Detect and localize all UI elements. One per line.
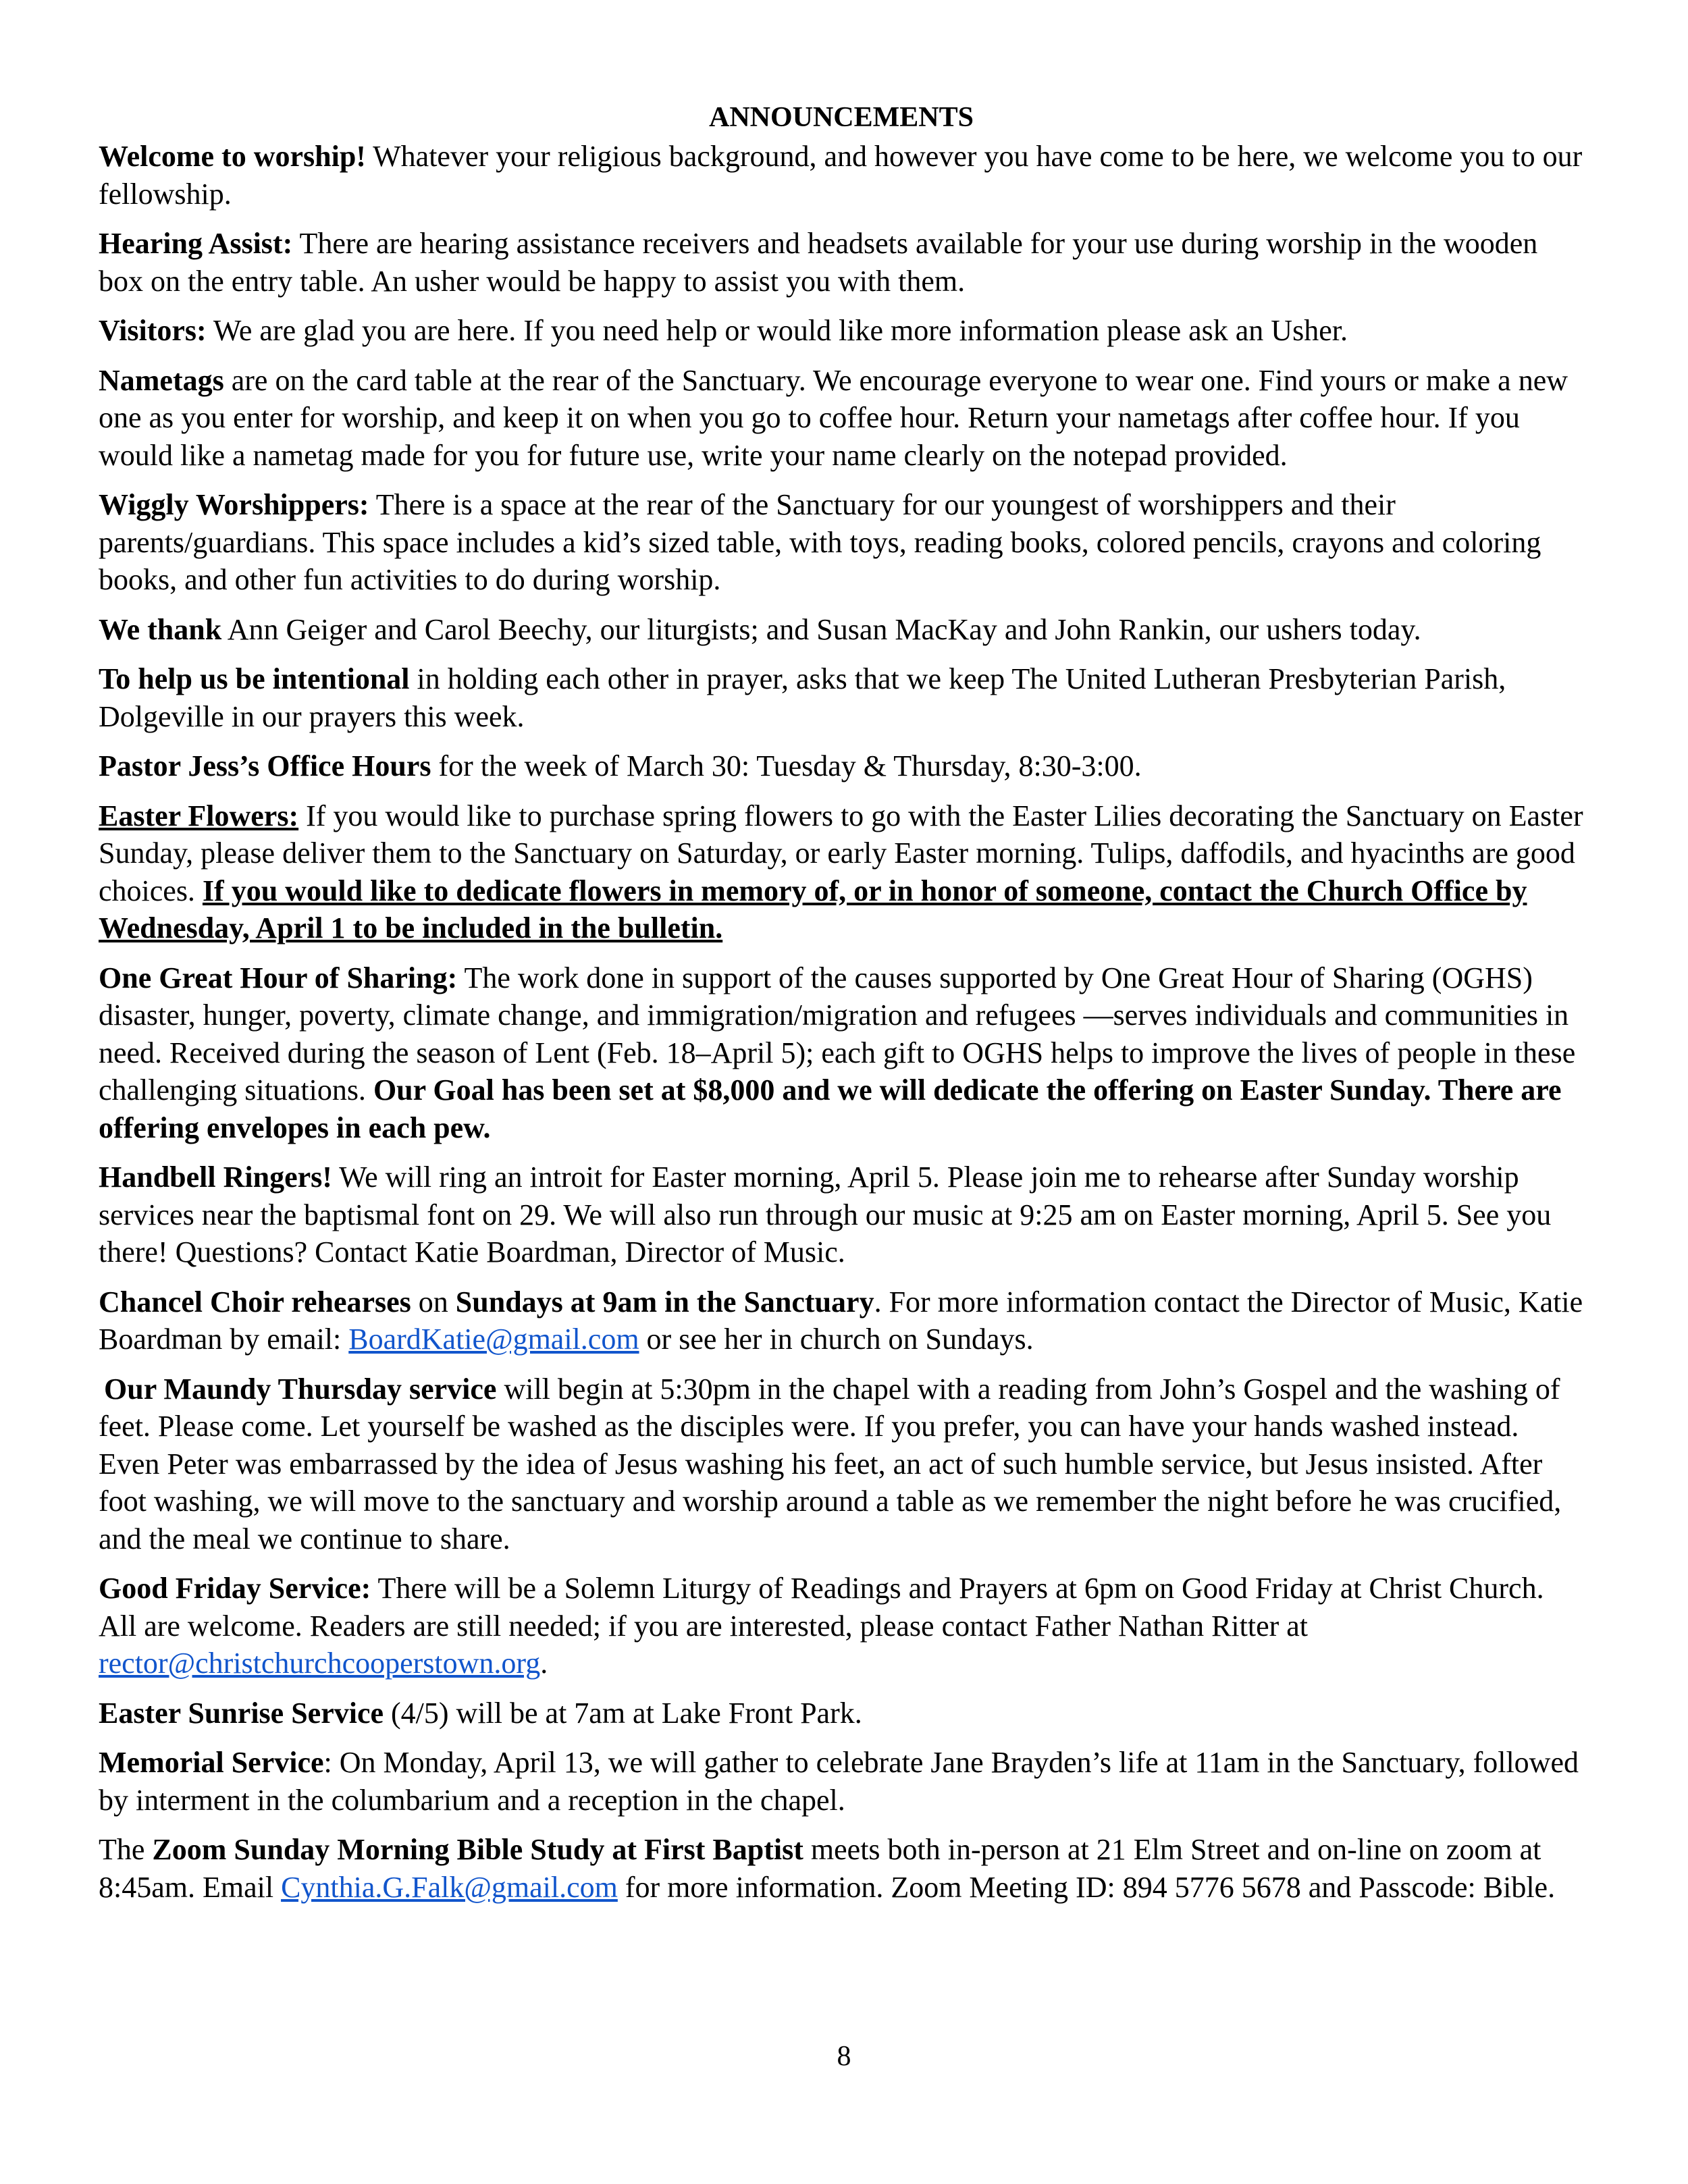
oghs-emphasis: Our Goal has been set at $8,000 and we will dedicate the offering on Easter Sunday. There are offering envelopes in each pew.	[99, 1073, 1562, 1144]
choir-email-link[interactable]: BoardKatie@gmail.com	[348, 1323, 639, 1356]
welcome-lead: Welcome to worship!	[99, 140, 366, 173]
maundy-lead: Our Maundy Thursday service	[104, 1372, 497, 1406]
maundy-thursday-paragraph	[99, 1370, 1584, 1558]
choir-tail: or see her in church on Sundays.	[639, 1323, 1034, 1356]
sunrise-text: (4/5) will be at 7am at Lake Front Park.	[384, 1696, 862, 1730]
hearing-assist-paragraph	[99, 225, 1584, 300]
welcome-paragraph	[99, 138, 1584, 213]
good-friday-lead: Good Friday Service:	[99, 1572, 371, 1605]
oghs-lead: One Great Hour of Sharing:	[99, 961, 458, 994]
thanks-text: Ann Geiger and Carol Beechy, our liturgists; and Susan MacKay and John Rankin, our ushers today.	[221, 612, 1421, 646]
page-number: 8	[837, 2041, 851, 2072]
office-hours-lead: Pastor Jess’s Office Hours	[99, 749, 431, 782]
wiggly-text: There is a space at the rear of the Sanctuary for our youngest of worshippers and their parents/guardians. This space includes a kid’s sized table, with toys, reading books, colored pencils, crayons and coloring books, and other fun activities to do during worship.	[99, 488, 1541, 596]
nametags-text: are on the card table at the rear of the Sanctuary. We encourage everyone to wear one. Find yours or make a new one as you enter for worship, and keep it on when you go to coffee hour. Return your nametags after coffee hour. If you would like a nametag made for you for future use, write your name clearly on the notepad provided.	[99, 363, 1568, 472]
easter-flowers-lead: Easter Flowers:	[99, 799, 299, 832]
handbell-lead: Handbell Ringers!	[99, 1161, 332, 1194]
bible-study-tail: for more information. Zoom Meeting ID: 894 5776 5678 and Passcode: Bible.	[617, 1870, 1556, 1904]
bible-study-email-link[interactable]: Cynthia.G.Falk@gmail.com	[281, 1870, 618, 1904]
easter-sunrise-paragraph	[99, 1695, 1584, 1732]
wiggly-lead: Wiggly Worshippers:	[99, 488, 369, 521]
visitors-lead: Visitors:	[99, 314, 207, 347]
easter-flowers-text: If you would like to purchase spring flowers to go with the Easter Lilies decorating the Sanctuary on Easter Sunday, please deliver them to the Sanctuary on Saturday, or early Easter morning. Tulips, daffodils, and hyacinths are good choices.	[99, 799, 1583, 907]
nametags-lead: Nametags	[99, 363, 224, 397]
maundy-text: will begin at 5:30pm in the chapel with a reading from John’s Gospel and the washing of feet. Please come. Let yourself be washed as the disciples were. If you prefer, you can have your hands washed instead. Even Peter was embarrassed by the idea of Jesus washing his feet, an act of such humble service, but Jesus insisted. After foot washing, we will move to the sanctuary and worship around a table as we remember the night before he was crucified, and the meal we continue to share.	[99, 1372, 1562, 1555]
handbell-paragraph	[99, 1158, 1584, 1271]
visitors-text: We are glad you are here. If you need help or would like more information please ask an Usher.	[206, 314, 1348, 347]
intentional-prayer-paragraph	[99, 660, 1584, 735]
welcome-text: Whatever your religious background, and however you have come to be here, we welcome you to our fellowship.	[99, 140, 1583, 211]
page-title: ANNOUNCEMENTS	[708, 102, 974, 133]
good-friday-text: There will be a Solemn Liturgy of Readings and Prayers at 6pm on Good Friday at Christ Church. All are welcome. Readers are still needed; if you are interested, please contact Father Nathan Ritter at	[99, 1572, 1544, 1643]
rector-email-link[interactable]: rector@christchurchcooperstown.org	[99, 1647, 541, 1680]
intentional-lead: To help us be intentional	[99, 662, 410, 695]
sunrise-lead: Easter Sunrise Service	[99, 1696, 384, 1730]
choir-mid2: . For more information contact the Director of Music, Katie Boardman by email:	[99, 1285, 1583, 1356]
choir-when: Sundays at 9am in the Sanctuary	[455, 1285, 874, 1319]
bible-study-pre: The	[99, 1833, 153, 1866]
memorial-service-paragraph	[99, 1744, 1584, 1819]
easter-flowers-paragraph	[99, 797, 1584, 947]
hearing-lead: Hearing Assist:	[99, 227, 293, 260]
oghs-paragraph	[99, 959, 1584, 1147]
handbell-text: We will ring an introit for Easter morning, April 5. Please join me to rehearse after Sunday worship services near the baptismal font on 29. We will also run through our music at 9:25 am on Easter morning, April 5. See you there! Questions? Contact Katie Boardman, Director of Music.	[99, 1161, 1552, 1269]
wiggly-worshippers-paragraph	[99, 486, 1584, 599]
office-hours-text: for the week of March 30: Tuesday & Thursday, 8:30-3:00.	[431, 749, 1142, 782]
hearing-text: There are hearing assistance receivers and headsets available for your use during worship in the wooden box on the entry table. An usher would be happy to assist you with them.	[99, 227, 1538, 298]
chancel-choir-paragraph	[99, 1283, 1584, 1358]
nametags-paragraph	[99, 362, 1584, 475]
good-friday-tail: .	[540, 1647, 548, 1680]
choir-lead: Chancel Choir rehearses	[99, 1285, 411, 1319]
bible-study-text: meets both in-person at 21 Elm Street and on-line on zoom at 8:45am. Email	[99, 1833, 1541, 1904]
visitors-paragraph	[99, 312, 1584, 350]
memorial-text: : On Monday, April 13, we will gather to celebrate Jane Brayden’s life at 11am in the Sanctuary, followed by interment in the columbarium and a reception in the chapel.	[99, 1746, 1579, 1817]
office-hours-paragraph	[99, 747, 1584, 785]
thanks-paragraph	[99, 611, 1584, 649]
choir-mid1: on	[411, 1285, 456, 1319]
intentional-text: in holding each other in prayer, asks that we keep The United Lutheran Presbyterian Parish, Dolgeville in our prayers this week.	[99, 662, 1506, 733]
oghs-text: The work done in support of the causes supported by One Great Hour of Sharing (OGHS) disaster, hunger, poverty, climate change, and immigration/migration and refugees —serves individuals and communities in need. Received during the season of Lent (Feb. 18–April 5); each gift to OGHS helps to improve the lives of people in these challenging situations.	[99, 961, 1576, 1107]
memorial-lead: Memorial Service	[99, 1746, 324, 1779]
thanks-lead: We thank	[99, 612, 222, 646]
bible-study-paragraph	[99, 1831, 1584, 1906]
easter-flowers-emphasis: If you would like to dedicate flowers in memory of, or in honor of someone, contact the Church Office by Wednesday, April 1 to be included in the bulletin.	[99, 874, 1527, 944]
announcements-page	[99, 100, 1584, 1918]
bible-study-lead: Zoom Sunday Morning Bible Study at First Baptist	[152, 1833, 803, 1866]
good-friday-paragraph	[99, 1570, 1584, 1682]
